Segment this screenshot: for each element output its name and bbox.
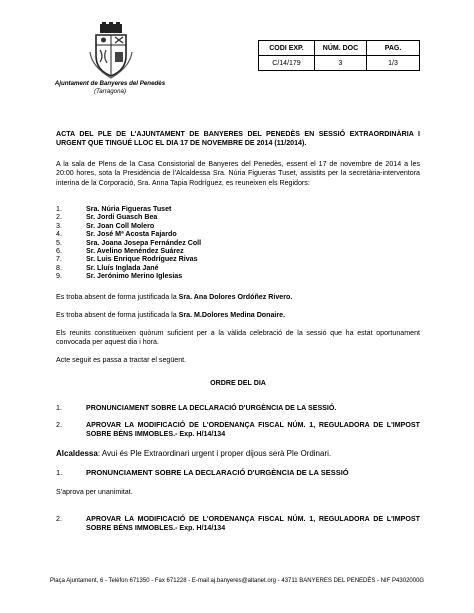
absence-note-1 <box>56 293 420 302</box>
list-item-name: Sr. Lluís Inglada Jané <box>86 263 159 272</box>
section-title: PRONUNCIAMENT SOBRE LA DECLARACIÓ D'URGÈNCIA DE LA SESSIÓ <box>86 468 349 477</box>
list-item-number: 6. <box>56 247 62 256</box>
list-item-name: Sr. Jerónimo Merino Iglesias <box>86 272 183 281</box>
list-item-number: 3. <box>56 221 62 230</box>
org-region: (Tarragona) <box>93 88 127 95</box>
ref-header-pag: PAG. <box>367 41 420 56</box>
section-number: 1. <box>56 468 63 477</box>
section-title: APROVAR LA MODIFICACIÓ DE L'ORDENANÇA FISCAL NÚM. 1, REGULADORA DE L'IMPOST SOBRE BÉNS IMMOBLES.- Exp. H/14/134 <box>86 515 420 533</box>
ref-value-pag: 1/3 <box>367 56 420 71</box>
regidors-list <box>56 205 201 281</box>
ref-header-num-doc: NÚM. DOC <box>315 41 367 56</box>
list-item <box>56 264 201 272</box>
section-1-heading <box>56 468 420 477</box>
start-paragraph: Acte seguit es passa a tractar el següent. <box>56 356 187 364</box>
list-item <box>56 205 201 213</box>
list-item <box>56 272 201 280</box>
list-item-name: Sra. Joana Josepa Fernández Coll <box>86 238 202 247</box>
list-item-name: Sr. José Mª Acosta Fajardo <box>86 230 177 239</box>
ref-value-codi: C/14/179 <box>259 56 315 71</box>
agenda-item <box>56 421 420 440</box>
list-item-name: Sr. Avelino Menéndez Suárez <box>86 247 184 256</box>
absence-note-2 <box>56 311 420 320</box>
agenda-item-number: 2. <box>56 421 62 429</box>
list-item-name: Sr. Jordi Guasch Bea <box>86 213 158 222</box>
list-item <box>56 255 201 263</box>
section-2-heading <box>56 515 420 534</box>
agenda-item-text: PRONUNCIAMENT SOBRE LA DECLARACIÓ D'URGÈNCIA DE LA SESSIÓ. <box>86 404 337 412</box>
agenda-item-text: APROVAR LA MODIFICACIÓ DE L'ORDENANÇA FISCAL NÚM. 1, REGULADORA DE L'IMPOST SOBRE BÉNS IMMOBLES.- Exp. H/14/134 <box>86 421 420 439</box>
absence-text: Es troba absent de forma justificada la <box>56 293 179 301</box>
page-footer: Plaça Ajuntament, 6 - Telèfon 671350 - Fax 671228 - E-mail aj.banyeres@altanet.org - 43711 BANYERES DEL PENEDÈS - NIF P4302000G <box>49 578 425 584</box>
list-item-number: 4. <box>56 230 62 239</box>
list-item-name: Sr. Joan Coll Molero <box>86 221 155 230</box>
list-item-name: Sra. Núria Figueras Tuset <box>86 205 172 213</box>
list-item-number: 2. <box>56 213 62 222</box>
list-item <box>56 247 201 255</box>
agenda-item <box>56 404 420 413</box>
intro-paragraph: A la sala de Plens de la Casa Consistorial de Banyeres del Penedès, essent el 17 de novembre de 2014 a les 20:00 hores, sota la Presidència de l'Alcaldessa Sra. Núria Figueras Tuset, assistits per la secretària-interventora interina de la Corporació, Sra. Anna Tapia Rodríguez, es reuneixen els Regidors: <box>56 160 420 187</box>
absence-name: Sra. M.Dolores Medina Donaire. <box>178 311 286 319</box>
organization-name <box>30 80 190 96</box>
list-item-number: 7. <box>56 255 62 264</box>
alcaldessa-statement <box>56 449 420 458</box>
alcaldessa-label: Alcaldessa <box>56 449 98 458</box>
absence-name: Sra. Ana Dolores Ordóñez Rivero. <box>178 293 293 301</box>
list-item <box>56 230 201 238</box>
org-name: Ajuntament de Banyeres del Penedès <box>54 80 166 87</box>
approval-note: S'aprova per unanimitat. <box>56 488 133 496</box>
quorum-paragraph: Els reunits constitueixen quòrum suficient per a la vàlida celebració de la sessió que ha estat oportunament convocada per aquest dia i hora. <box>56 329 420 347</box>
list-item <box>56 222 201 230</box>
agenda-item-number: 1. <box>56 404 62 412</box>
agenda-heading: ORDRE DEL DIA <box>210 379 266 387</box>
list-item-number: 9. <box>56 272 62 281</box>
alcaldessa-text: : Avui és Ple Extraordinari urgent i proper dijous serà Ple Ordinari. <box>97 449 332 458</box>
section-number: 2. <box>56 515 62 523</box>
list-item <box>56 213 201 221</box>
list-item-number: 5. <box>56 238 62 247</box>
municipal-crest-icon <box>88 22 134 80</box>
list-item-number: 1. <box>56 205 62 213</box>
list-item-number: 8. <box>56 263 62 272</box>
ref-value-num-doc: 3 <box>315 56 367 71</box>
absence-text: Es troba absent de forma justificada la <box>56 311 179 319</box>
list-item-name: Sr. Luis Enrique Rodríguez Rivas <box>86 255 198 264</box>
document-title: ACTA DEL PLE DE L'AJUNTAMENT DE BANYERES DEL PENEDÈS EN SESSIÓ EXTRAORDINÀRIA I URGENT QUE TINGUÉ LLOC EL DIA 17 DE NOVEMBRE DE 2014 (11/2014). <box>56 130 420 148</box>
ref-header-codi: CODI EXP. <box>259 41 315 56</box>
list-item <box>56 239 201 247</box>
reference-table <box>258 40 420 71</box>
